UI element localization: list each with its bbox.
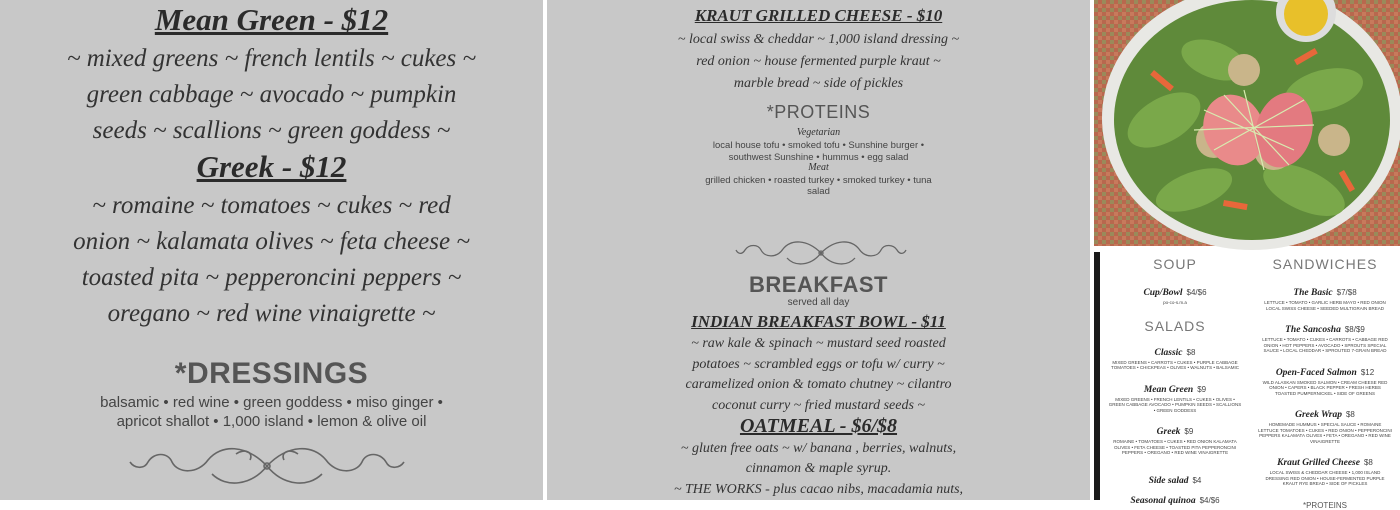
kraut-line-2: red onion ~ house fermented purple kraut ~ [696, 54, 941, 69]
oatmeal-line-1: ~ gluten free oats ~ w/ banana , berries, walnuts, [680, 441, 957, 456]
oatmeal-line-2: cinnamon & maple syrup. [745, 461, 892, 476]
menu-item: The Sancosha $8/$9 [1285, 325, 1365, 335]
salad-bowl-image [1094, 0, 1400, 246]
indian-line-2: potatoes ~ scrambled eggs or tofu w/ curry ~ [692, 357, 945, 372]
menu-item: Open-Faced Salmon $12 [1275, 367, 1375, 378]
menu-item: Cup/Bowl $4/$6 [1143, 288, 1207, 298]
soup-heading: SOUP [1153, 256, 1197, 272]
kraut-grilled-cheese-title: KRAUT GRILLED CHEESE - $10 [694, 6, 943, 25]
mean-green-line-1: ~ mixed greens ~ french lentils ~ cukes ~ [66, 45, 477, 72]
menu-right-column [1250, 252, 1400, 510]
dressings-heading: *DRESSINGS [174, 357, 369, 390]
kraut-line-1: ~ local swiss & cheddar ~ 1,000 island dressing ~ [677, 32, 960, 47]
indian-line-4: coconut curry ~ fried mustard seeds ~ [712, 398, 925, 413]
vegetarian-line-1: local house tofu • smoked tofu • Sunshine burger • [712, 140, 925, 151]
mean-green-line-2: green cabbage ~ avocado ~ pumpkin [86, 81, 457, 108]
oatmeal-title: OATMEAL - $6/$8 [739, 415, 898, 437]
meat-line-2: salad [807, 186, 830, 197]
mean-green-line-3: seeds ~ scallions ~ green goddess ~ [92, 117, 451, 144]
vegetarian-line-2: southwest Sunshine • hummus • egg salad [728, 152, 909, 163]
menu-item: Greek Wrap $8 [1295, 410, 1355, 420]
menu-item-desc: LETTUCE • TOMATO • GARLIC HERB MAYO • RED ONION LOCAL SWISS CHEESE • SEEDED MULTIGRAIN BREAD [1264, 300, 1386, 311]
breakfast-heading: BREAKFAST [749, 272, 888, 297]
menu-item: Mean Green $9 [1143, 384, 1207, 395]
greek-title: Greek - $12 [196, 149, 347, 184]
menu-item: The Basic $7/$8 [1293, 288, 1357, 298]
menu-item-desc: ROMAINE • TOMATOES • CUKES • RED ONION KALAMATA OLIVES • FETA CHEESE • TOASTED PITA PEPPERONCINI PEPPERS • OREGANO • RED WINE VINAIGRETTE [1113, 439, 1237, 455]
menu-item-desc: LOCAL SWISS & CHEDDAR CHEESE • 1,000 ISLAND DRESSING RED ONION • HOUSE-FERMENTED PURPLE KRAUT RYE BREAD • SIDE OF PICKLES [1265, 470, 1385, 486]
indian-line-1: ~ raw kale & spinach ~ mustard seed roasted [691, 336, 946, 351]
menu-item-desc: MIXED GREENS • FRENCH LENTILS • CUKES • OLIVES • GREEN CABBAGE AVOCADO • PUMPKIN SEEDS • SCALLIONS • GREEN GODDESS [1108, 396, 1242, 413]
menu-item-desc: HOMEMADE HUMMUS • SPECIAL SAUCE • ROMAINE LETTUCE TOMATOES • CUKES • RED ONION • PEPPERONCINI PEPPERS KALAMATA OLIVES • FETA • OREGANO • RED WINE VINAIGRETTE [1258, 422, 1392, 444]
menu-panel-middle [547, 0, 1090, 500]
menu-item: Kraut Grilled Cheese $8 [1277, 458, 1373, 468]
meat-label: Meat [808, 162, 829, 173]
greek-line-3: toasted pita ~ pepperoncini peppers ~ [81, 264, 462, 291]
menu-item-desc: MIXED GREENS • CARROTS • CUKES • PURPLE CABBAGE TOMATOES • CHICKPEAS • OLIVES • WALNUTS • BALSAMIC [1111, 359, 1239, 370]
salad-photo [1094, 0, 1400, 246]
dressings-line-1: balsamic • red wine • green goddess • miso ginger • [100, 394, 443, 411]
menu-item: Seasonal quinoa $4/$6 [1130, 495, 1220, 506]
indian-breakfast-bowl-title: INDIAN BREAKFAST BOWL - $11 [691, 312, 946, 331]
greek-line-2: onion ~ kalamata olives ~ feta cheese ~ [73, 228, 470, 255]
meat-line-1: grilled chicken • roasted turkey • smoked turkey • tuna [705, 175, 932, 186]
proteins-heading-small: *PROTEINS [1302, 500, 1347, 510]
oatmeal-line-3: ~ THE WORKS - plus cacao nibs, macadamia nuts, [673, 482, 964, 497]
menu-item-desc: LETTUCE • TOMATO • CUKES • CARROTS • CABBAGE RED ONION • HOT PEPPERS • AVOCADO • SPROUTS SPECIAL SAUCE • LOCAL CHEDDAR • SPROUTED 7-GRAIN BREAD [1262, 337, 1388, 353]
vegetarian-label: Vegetarian [796, 127, 841, 138]
flourish-divider-icon [735, 236, 907, 270]
menu-item-desc: po-co-s.m.a [1163, 300, 1187, 305]
mean-green-title: Mean Green - $12 [154, 2, 389, 37]
menu-panel-left [0, 0, 543, 500]
menu-item: Side salad $4 [1148, 475, 1202, 486]
kraut-line-3: marble bread ~ side of pickles [733, 76, 904, 91]
breakfast-subtitle: served all day [787, 297, 850, 308]
sandwiches-heading: SANDWICHES [1272, 256, 1378, 272]
proteins-heading: *PROTEINS [766, 102, 871, 122]
menu-item: Classic $8 [1154, 347, 1196, 358]
printed-menu-thumbnail [1094, 252, 1400, 510]
indian-line-3: caramelized onion & tomato chutney ~ cilantro [685, 377, 952, 392]
flourish-divider-icon [126, 440, 408, 492]
salads-heading: SALADS [1144, 317, 1206, 334]
menu-sheet [1100, 252, 1400, 510]
menu-left-column [1100, 252, 1250, 508]
dressings-line-2: apricot shallot • 1,000 island • lemon & olive oil [116, 413, 427, 430]
menu-item-desc: WILD ALASKAN SMOKED SALMON • CREAM CHEESE RED ONION • CAPERS • BLACK PEPPER • FRESH HERBS TOASTED PUMPERNICKEL • SIDE OF GREENS [1262, 379, 1388, 396]
greek-line-4: oregano ~ red wine vinaigrette ~ [107, 300, 436, 327]
menu-item: Greek $9 [1156, 427, 1194, 437]
greek-line-1: ~ romaine ~ tomatoes ~ cukes ~ red [92, 192, 451, 219]
